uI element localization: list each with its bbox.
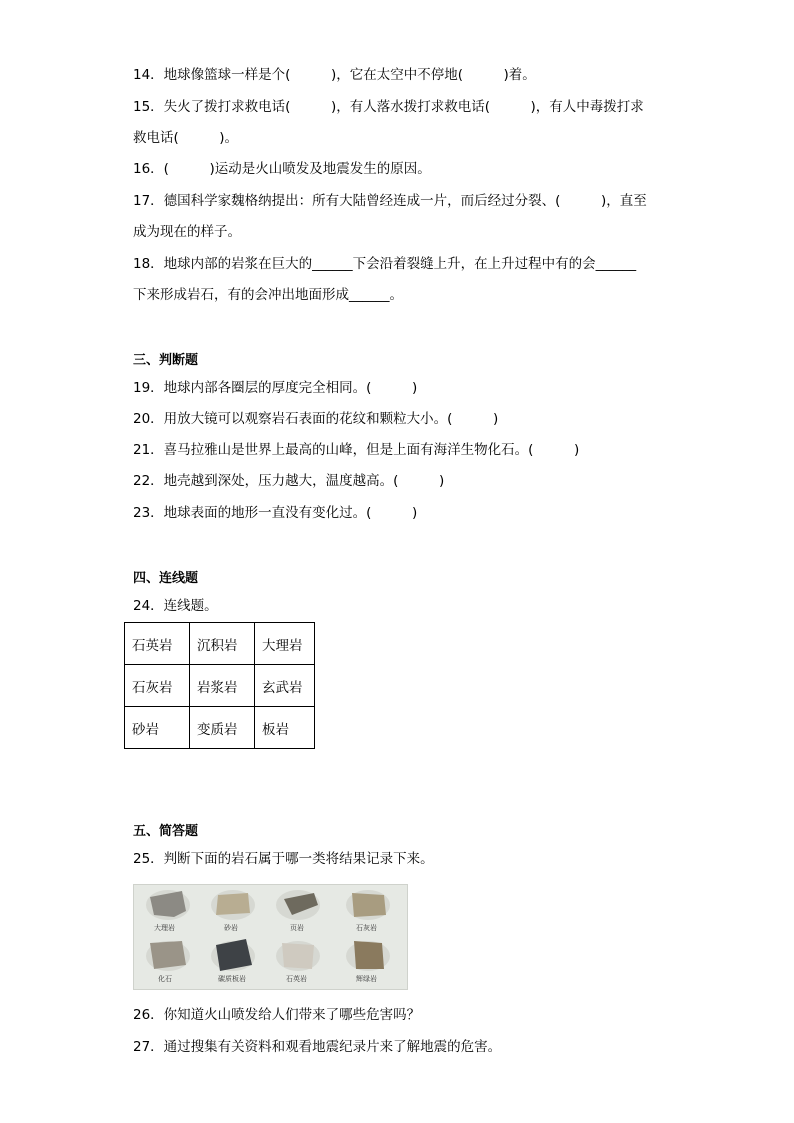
rock-label: 碳质板岩	[218, 975, 246, 983]
rock-label: 砂岩	[224, 924, 238, 932]
table-cell: 玄武岩	[255, 665, 315, 707]
section-title-short-answer: 五、简答题	[133, 824, 199, 839]
question-20: 20．用放大镜可以观察岩石表面的花纹和颗粒大小。( )	[133, 411, 499, 427]
rock-sandstone	[216, 893, 250, 915]
rock-label: 化石	[158, 975, 172, 983]
question-22: 22．地壳越到深处，压力越大，温度越高。( )	[133, 473, 445, 489]
rock-quartzite	[282, 943, 314, 969]
question-17-line1: 17．德国科学家魏格纳提出：所有大陆曾经连成一片，而后经过分裂、( )，直至	[133, 193, 647, 209]
table-row	[125, 707, 315, 749]
question-23: 23．地球表面的地形一直没有变化过。( )	[133, 505, 418, 521]
question-18-line2: 下来形成岩石，有的会冲出地面形成______。	[133, 287, 403, 303]
table-cell: 板岩	[255, 707, 315, 749]
question-17-line2: 成为现在的样子。	[133, 224, 241, 240]
section-title-judgment: 三、判断题	[133, 353, 199, 368]
rock-samples-photo	[133, 884, 408, 990]
rock-label: 石灰岩	[356, 924, 377, 932]
question-21: 21．喜马拉雅山是世界上最高的山峰，但是上面有海洋生物化石。( )	[133, 442, 580, 458]
rock-label: 大理岩	[154, 924, 175, 932]
rock-label: 辉绿岩	[356, 975, 377, 983]
question-27: 27．通过搜集有关资料和观看地震纪录片来了解地震的危害。	[133, 1039, 502, 1055]
matching-table	[124, 622, 315, 749]
question-24: 24．连线题。	[133, 598, 218, 614]
table-row	[125, 623, 315, 665]
question-15-line2: 救电话( )。	[133, 130, 239, 146]
table-cell: 变质岩	[190, 707, 255, 749]
rock-label: 石英岩	[286, 975, 307, 983]
rock-diabase	[354, 941, 384, 969]
rock-limestone	[352, 893, 386, 917]
question-26: 26．你知道火山喷发给人们带来了哪些危害吗？	[133, 1007, 421, 1023]
table-cell: 岩浆岩	[190, 665, 255, 707]
question-16: 16．( )运动是火山喷发及地震发生的原因。	[133, 161, 431, 177]
table-cell: 沉积岩	[190, 623, 255, 665]
table-cell: 石英岩	[125, 623, 190, 665]
rock-label: 页岩	[290, 924, 304, 932]
table-cell: 大理岩	[255, 623, 315, 665]
question-25: 25．判断下面的岩石属于哪一类将结果记录下来。	[133, 851, 434, 867]
question-18-line1: 18．地球内部的岩浆在巨大的______下会沿着裂缝上升，在上升过程中有的会______	[133, 256, 637, 272]
question-14: 14．地球像篮球一样是个( )，它在太空中不停地( )着。	[133, 67, 536, 83]
question-19: 19．地球内部各圈层的厚度完全相同。( )	[133, 380, 418, 396]
rock-fossil	[150, 941, 186, 969]
table-cell: 砂岩	[125, 707, 190, 749]
section-title-matching: 四、连线题	[133, 571, 199, 586]
table-row	[125, 665, 315, 707]
table-cell: 石灰岩	[125, 665, 190, 707]
question-15-line1: 15．失火了拨打求救电话( )，有人落水拨打求救电话( )，有人中毒拨打求	[133, 99, 644, 115]
